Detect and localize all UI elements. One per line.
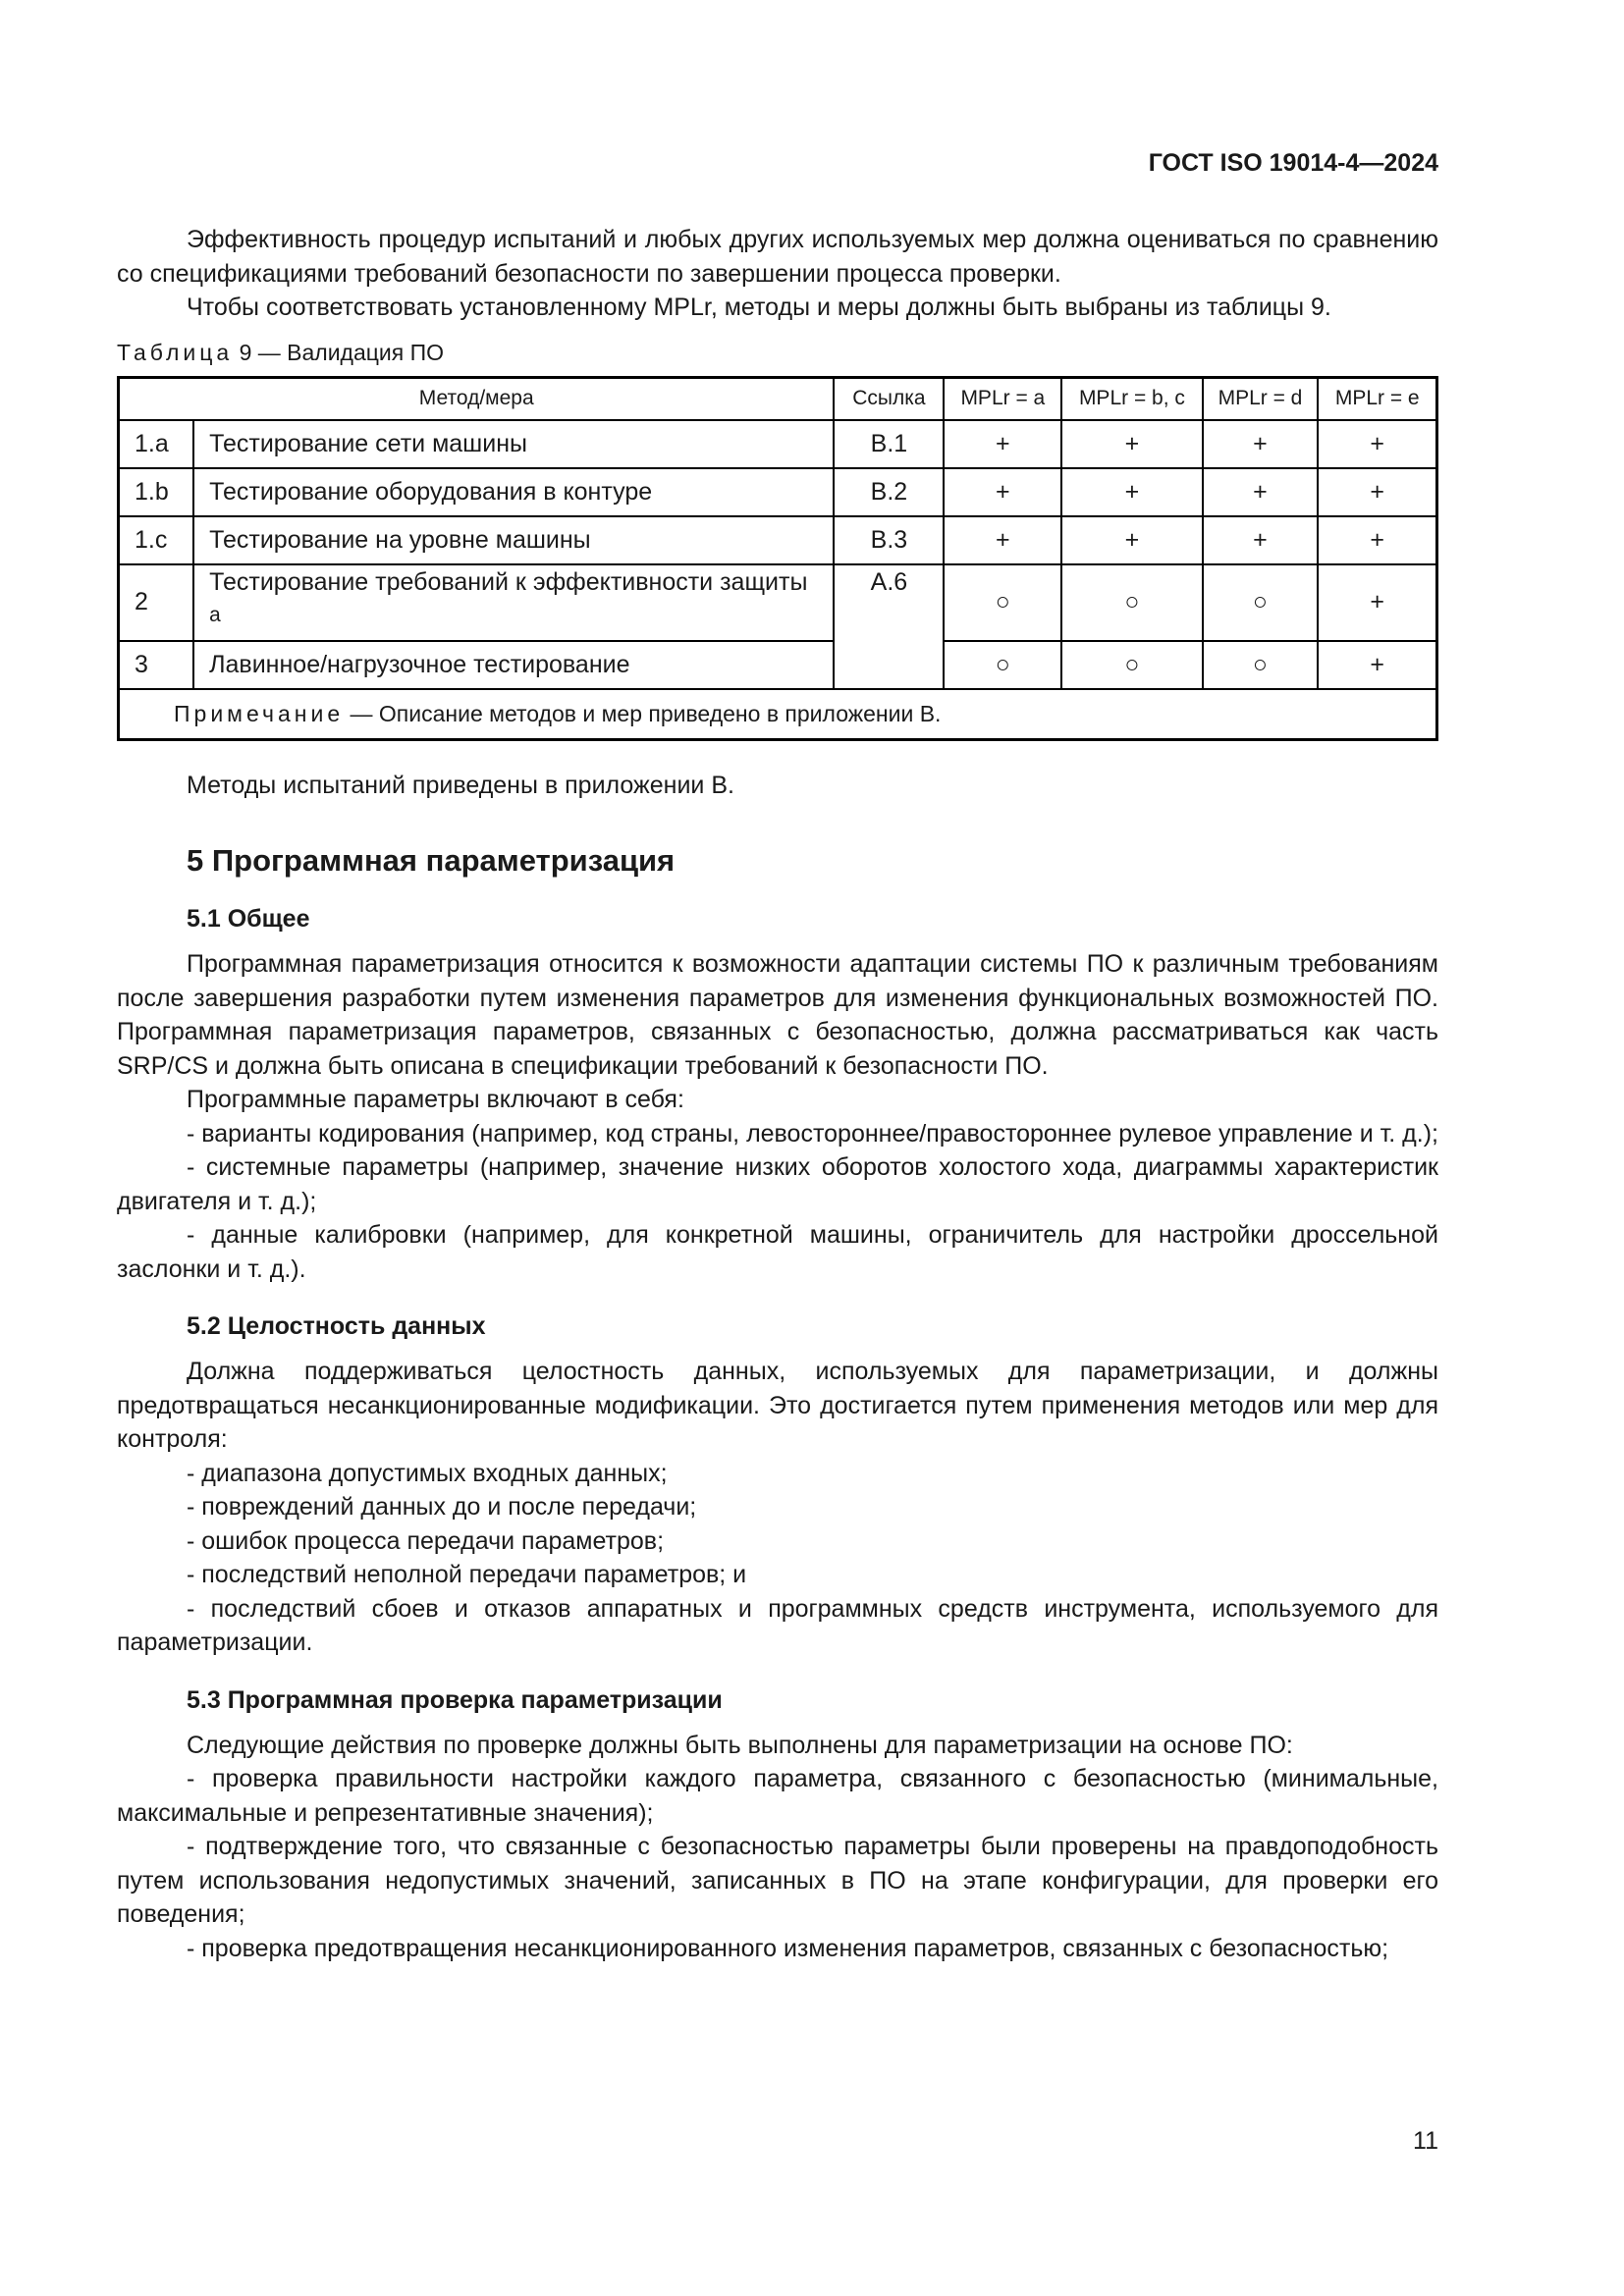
cell-mplr-d: +	[1203, 516, 1319, 564]
section-5-3-paragraph: Следующие действия по проверке должны быть выполнены для параметризации на основе ПО:	[187, 1731, 1293, 1759]
validation-table	[117, 376, 1438, 741]
list-item: - повреждений данных до и после передачи;	[187, 1493, 697, 1522]
header-mplr-d: MPLr = d	[1203, 377, 1319, 420]
cell-mplr-d: ○	[1203, 641, 1319, 689]
cell-mplr-bc: ○	[1061, 641, 1202, 689]
table-note	[119, 689, 1437, 740]
cell-mplr-a: ○	[944, 641, 1061, 689]
row-number: 3	[119, 641, 194, 689]
list-item: - ошибок процесса передачи параметров;	[187, 1526, 665, 1555]
cell-mplr-e: +	[1318, 641, 1436, 689]
section-5-1-heading: 5.1 Общее	[187, 905, 310, 934]
cell-mplr-e: +	[1318, 516, 1436, 564]
header-mplr-e: MPLr = e	[1318, 377, 1436, 420]
cell-mplr-d: +	[1203, 420, 1319, 468]
cell-mplr-a: +	[944, 468, 1061, 516]
standard-code-header: ГОСТ ISO 19014-4—2024	[1148, 149, 1438, 177]
footnote-mark: a	[209, 604, 221, 626]
row-method	[193, 564, 834, 641]
table-caption-word: Таблица	[117, 339, 234, 365]
row-reference: B.2	[834, 468, 944, 516]
table-caption	[117, 338, 1438, 367]
table-header-row	[119, 377, 1437, 420]
cell-mplr-d: +	[1203, 468, 1319, 516]
section-5-2-paragraph: Должна поддерживаться целостность данных, используемых для параметризации, и должны предотвращаться несанкционированные модификации. Это достигается путем применения методов или мер для контроля:	[117, 1358, 1438, 1454]
intro-paragraph-2: Чтобы соответствовать установленному MPLr, методы и меры должны быть выбраны из таблицы 9.	[187, 294, 1331, 321]
row-number: 1.c	[119, 516, 194, 564]
cell-mplr-bc: ○	[1061, 564, 1202, 641]
table-row	[119, 516, 1437, 564]
list-item: - последствий неполной передачи параметров; и	[187, 1561, 747, 1589]
list-item: - системные параметры (например, значение низких оборотов холостого хода, диаграммы характеристик двигателя и т. д.);	[117, 1153, 1438, 1215]
row-reference: B.3	[834, 516, 944, 564]
list-item: - проверка правильности настройки каждого параметра, связанного с безопасностью (минимальные, максимальные и репрезентативные значения);	[117, 1765, 1438, 1827]
row-method: Тестирование оборудования в контуре	[193, 468, 834, 516]
cell-mplr-bc: +	[1061, 468, 1202, 516]
row-method: Тестирование сети машины	[193, 420, 834, 468]
cell-mplr-bc: +	[1061, 420, 1202, 468]
intro-paragraph-1: Эффективность процедур испытаний и любых других используемых мер должна оцениваться по сравнению со спецификациями требований безопасности по завершении процесса проверки.	[117, 226, 1438, 288]
row-method-text: Тестирование требований к эффективности защиты	[209, 567, 808, 596]
cell-mplr-d: ○	[1203, 564, 1319, 641]
table-note-word: Примечание	[174, 701, 345, 727]
cell-mplr-a: +	[944, 516, 1061, 564]
table-note-row	[119, 689, 1437, 740]
table-note-text: — Описание методов и мер приведено в приложении B.	[344, 701, 942, 727]
section-5-2-heading: 5.2 Целостность данных	[187, 1312, 486, 1341]
list-item: - подтверждение того, что связанные с безопасностью параметры были проверены на правдоподобность путем использования недопустимых значений, записанных в ПО на этапе конфигурации, для проверки его поведения;	[117, 1833, 1438, 1929]
row-number: 1.a	[119, 420, 194, 468]
header-reference: Ссылка	[834, 377, 944, 420]
cell-mplr-e: +	[1318, 468, 1436, 516]
section-5-3-heading: 5.3 Программная проверка параметризации	[187, 1685, 723, 1714]
row-number: 1.b	[119, 468, 194, 516]
cell-mplr-a: +	[944, 420, 1061, 468]
row-method: Тестирование на уровне машины	[193, 516, 834, 564]
list-item: - последствий сбоев и отказов аппаратных и программных средств инструмента, используемого для параметризации.	[117, 1594, 1438, 1657]
page-body	[117, 223, 1438, 1965]
cell-mplr-e: +	[1318, 420, 1436, 468]
row-reference: B.1	[834, 420, 944, 468]
table-caption-title: 9 — Валидация ПО	[233, 339, 445, 365]
page-number: 11	[1413, 2127, 1438, 2155]
cell-mplr-a: ○	[944, 564, 1061, 641]
table-row	[119, 641, 1437, 689]
list-item: - данные калибровки (например, для конкретной машины, ограничитель для настройки дроссельной заслонки и т. д.).	[117, 1221, 1438, 1283]
list-item: - диапазона допустимых входных данных;	[187, 1459, 668, 1487]
after-table-text: Методы испытаний приведены в приложении B.	[187, 771, 734, 799]
list-item: - проверка предотвращения несанкционированного изменения параметров, связанных с безопасностью;	[187, 1934, 1389, 1962]
section-5-heading: 5 Программная параметризация	[187, 843, 676, 879]
header-mplr-a: MPLr = a	[944, 377, 1061, 420]
section-5-1-paragraph: Программная параметризация относится к возможности адаптации системы ПО к различным требованиям после завершения разработки путем изменения параметров для изменения функциональных возможностей ПО. Программная параметризация параметров, связанных с безопасностью, должна рассматриваться как часть SRP/CS и должна быть описана в спецификации требований к безопасности ПО.	[117, 950, 1438, 1080]
header-method: Метод/мера	[119, 377, 835, 420]
list-item: - варианты кодирования (например, код страны, левостороннее/правостороннее рулевое управление и т. д.);	[187, 1119, 1438, 1148]
cell-mplr-e: +	[1318, 564, 1436, 641]
row-number: 2	[119, 564, 194, 641]
header-mplr-bc: MPLr = b, c	[1061, 377, 1202, 420]
cell-mplr-bc: +	[1061, 516, 1202, 564]
table-row	[119, 420, 1437, 468]
row-reference: A.6	[834, 564, 944, 689]
table-row	[119, 468, 1437, 516]
section-5-1-list-intro: Программные параметры включают в себя:	[187, 1086, 684, 1114]
row-method: Лавинное/нагрузочное тестирование	[193, 641, 834, 689]
table-row	[119, 564, 1437, 641]
